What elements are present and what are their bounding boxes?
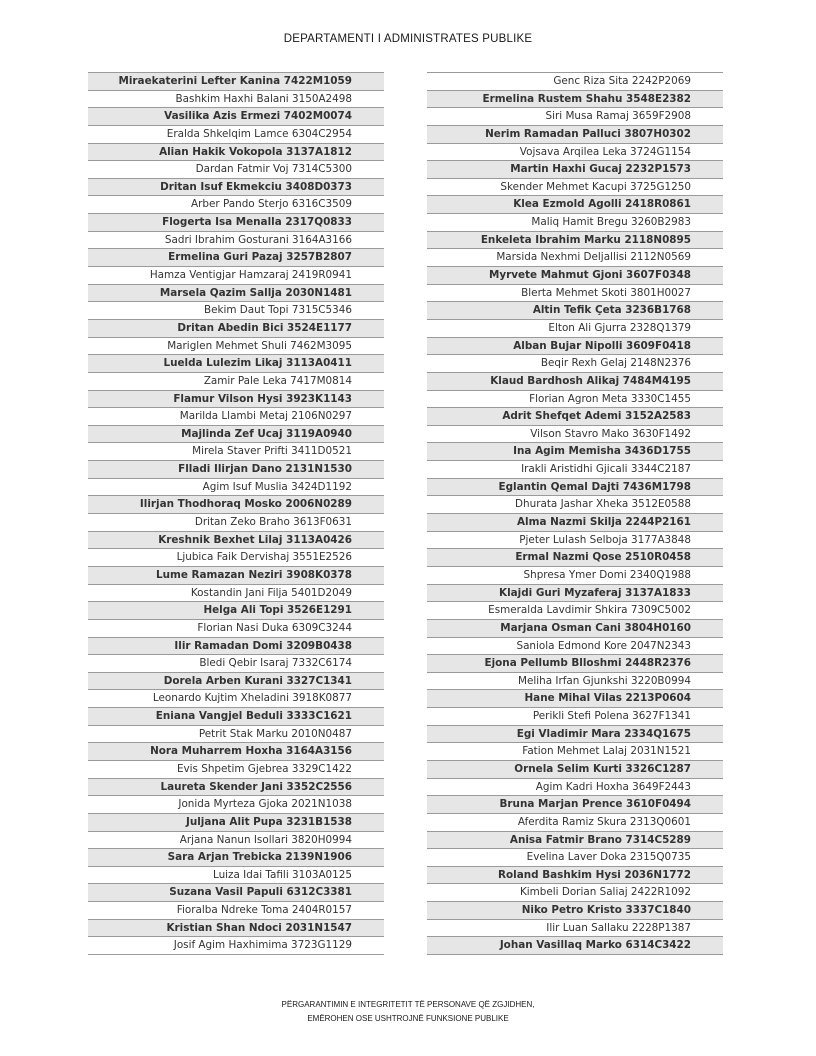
list-item: Roland Bashkim Hysi 2036N1772 bbox=[427, 867, 723, 885]
list-item: Vojsava Arqilea Leka 3724G1154 bbox=[427, 144, 723, 162]
list-item: Egi Vladimir Mara 2334Q1675 bbox=[427, 726, 723, 744]
list-item: Bledi Qebir Isaraj 7332C6174 bbox=[88, 655, 384, 673]
list-item: Anisa Fatmir Brano 7314C5289 bbox=[427, 832, 723, 850]
list-item: Ejona Pellumb Blloshmi 2448R2376 bbox=[427, 655, 723, 673]
list-item: Alma Nazmi Skilja 2244P2161 bbox=[427, 514, 723, 532]
list-item: Alian Hakik Vokopola 3137A1812 bbox=[88, 144, 384, 162]
list-item: Fation Mehmet Lalaj 2031N1521 bbox=[427, 743, 723, 761]
footer-line-1: PËRGARANTIMIN E INTEGRITETIT TË PERSONAVE QË ZGJIDHEN, bbox=[281, 1000, 535, 1009]
list-item: Saniola Edmond Kore 2047N2343 bbox=[427, 638, 723, 656]
list-item: Kostandin Jani Filja 5401D2049 bbox=[88, 585, 384, 603]
list-item: Martin Haxhi Gucaj 2232P1573 bbox=[427, 161, 723, 179]
list-item: Majlinda Zef Ucaj 3119A0940 bbox=[88, 426, 384, 444]
list-item: Klajdi Guri Myzaferaj 3137A1833 bbox=[427, 585, 723, 603]
list-item: Josif Agim Haxhimima 3723G1129 bbox=[88, 937, 384, 955]
list-item: Bruna Marjan Prence 3610F0494 bbox=[427, 796, 723, 814]
list-item: Eglantin Qemal Dajti 7436M1798 bbox=[427, 479, 723, 497]
list-item: Luelda Lulezim Likaj 3113A0411 bbox=[88, 355, 384, 373]
right-name-list bbox=[427, 72, 723, 955]
footer-line-2: EMËROHEN OSE USHTROJNË FUNKSIONE PUBLIKE bbox=[307, 1014, 509, 1023]
list-item: Agim Isuf Muslia 3424D1192 bbox=[88, 479, 384, 497]
list-item: Adrit Shefqet Ademi 3152A2583 bbox=[427, 408, 723, 426]
list-item: Skender Mehmet Kacupi 3725G1250 bbox=[427, 179, 723, 197]
list-item: Florian Agron Meta 3330C1455 bbox=[427, 391, 723, 409]
list-item: Kreshnik Bexhet Lilaj 3113A0426 bbox=[88, 532, 384, 550]
list-item: Dorela Arben Kurani 3327C1341 bbox=[88, 673, 384, 691]
list-item: Mirela Staver Prifti 3411D0521 bbox=[88, 443, 384, 461]
list-item: Perikli Stefi Polena 3627F1341 bbox=[427, 708, 723, 726]
list-item: Klea Ezmold Agolli 2418R0861 bbox=[427, 196, 723, 214]
list-item: Marsela Qazim Sallja 2030N1481 bbox=[88, 285, 384, 303]
list-item: Evelina Laver Doka 2315Q0735 bbox=[427, 849, 723, 867]
list-item: Pjeter Lulash Selboja 3177A3848 bbox=[427, 532, 723, 550]
list-item: Eniana Vangjel Beduli 3333C1621 bbox=[88, 708, 384, 726]
list-item: Ermelina Rustem Shahu 3548E2382 bbox=[427, 91, 723, 109]
list-item: Ilir Ramadan Domi 3209B0438 bbox=[88, 638, 384, 656]
list-item: Kristian Shan Ndoci 2031N1547 bbox=[88, 920, 384, 938]
list-item: Myrvete Mahmut Gjoni 3607F0348 bbox=[427, 267, 723, 285]
list-item: Sadri Ibrahim Gosturani 3164A3166 bbox=[88, 232, 384, 250]
list-item: Irakli Aristidhi Gjicali 3344C2187 bbox=[427, 461, 723, 479]
list-item: Blerta Mehmet Skoti 3801H0027 bbox=[427, 285, 723, 303]
list-item: Suzana Vasil Papuli 6312C3381 bbox=[88, 884, 384, 902]
list-item: Beqir Rexh Gelaj 2148N2376 bbox=[427, 355, 723, 373]
list-item: Florian Nasi Duka 6309C3244 bbox=[88, 620, 384, 638]
list-item: Meliha Irfan Gjunkshi 3220B0994 bbox=[427, 673, 723, 691]
list-item: Vasilika Azis Ermezi 7402M0074 bbox=[88, 108, 384, 126]
list-item: Klaud Bardhosh Alikaj 7484M4195 bbox=[427, 373, 723, 391]
list-item: Zamir Pale Leka 7417M0814 bbox=[88, 373, 384, 391]
list-item: Fioralba Ndreke Toma 2404R0157 bbox=[88, 902, 384, 920]
list-item: Arber Pando Sterjo 6316C3509 bbox=[88, 196, 384, 214]
list-item: Aferdita Ramiz Skura 2313Q0601 bbox=[427, 814, 723, 832]
list-item: Miraekaterini Lefter Kanina 7422M1059 bbox=[88, 73, 384, 91]
list-item: Ljubica Faik Dervishaj 3551E2526 bbox=[88, 549, 384, 567]
list-item: Genc Riza Sita 2242P2069 bbox=[427, 73, 723, 91]
list-item: Flladi Ilirjan Dano 2131N1530 bbox=[88, 461, 384, 479]
footer bbox=[0, 998, 816, 1026]
list-item: Bashkim Haxhi Balani 3150A2498 bbox=[88, 91, 384, 109]
list-item: Laureta Skender Jani 3352C2556 bbox=[88, 779, 384, 797]
list-item: Marilda Llambi Metaj 2106N0297 bbox=[88, 408, 384, 426]
list-item: Dritan Isuf Ekmekciu 3408D0373 bbox=[88, 179, 384, 197]
list-item: Shpresa Ymer Domi 2340Q1988 bbox=[427, 567, 723, 585]
list-item: Enkeleta Ibrahim Marku 2118N0895 bbox=[427, 232, 723, 250]
list-item: Ornela Selim Kurti 3326C1287 bbox=[427, 761, 723, 779]
list-item: Sara Arjan Trebicka 2139N1906 bbox=[88, 849, 384, 867]
list-item: Dritan Zeko Braho 3613F0631 bbox=[88, 514, 384, 532]
list-item: Flamur Vilson Hysi 3923K1143 bbox=[88, 391, 384, 409]
list-item: Niko Petro Kristo 3337C1840 bbox=[427, 902, 723, 920]
list-item: Ilir Luan Sallaku 2228P1387 bbox=[427, 920, 723, 938]
list-item: Dritan Abedin Bici 3524E1177 bbox=[88, 320, 384, 338]
list-item: Altin Tefik Çeta 3236B1768 bbox=[427, 302, 723, 320]
list-item: Bekim Daut Topi 7315C5346 bbox=[88, 302, 384, 320]
list-item: Ilirjan Thodhoraq Mosko 2006N0289 bbox=[88, 496, 384, 514]
list-item: Leonardo Kujtim Xheladini 3918K0877 bbox=[88, 690, 384, 708]
list-item: Ermelina Guri Pazaj 3257B2807 bbox=[88, 249, 384, 267]
list-item: Dardan Fatmir Voj 7314C5300 bbox=[88, 161, 384, 179]
list-item: Juljana Alit Pupa 3231B1538 bbox=[88, 814, 384, 832]
list-item: Ina Agim Memisha 3436D1755 bbox=[427, 443, 723, 461]
list-item: Nora Muharrem Hoxha 3164A3156 bbox=[88, 743, 384, 761]
list-item: Esmeralda Lavdimir Shkira 7309C5002 bbox=[427, 602, 723, 620]
list-item: Eralda Shkelqim Lamce 6304C2954 bbox=[88, 126, 384, 144]
list-item: Arjana Nanun Isollari 3820H0994 bbox=[88, 832, 384, 850]
list-item: Flogerta Isa Menalla 2317Q0833 bbox=[88, 214, 384, 232]
list-item: Dhurata Jashar Xheka 3512E0588 bbox=[427, 496, 723, 514]
list-item: Ermal Nazmi Qose 2510R0458 bbox=[427, 549, 723, 567]
list-item: Siri Musa Ramaj 3659F2908 bbox=[427, 108, 723, 126]
list-item: Mariglen Mehmet Shuli 7462M3095 bbox=[88, 338, 384, 356]
list-item: Luiza Idai Tafili 3103A0125 bbox=[88, 867, 384, 885]
list-item: Petrit Stak Marku 2010N0487 bbox=[88, 726, 384, 744]
list-item: Agim Kadri Hoxha 3649F2443 bbox=[427, 779, 723, 797]
list-item: Evis Shpetim Gjebrea 3329C1422 bbox=[88, 761, 384, 779]
list-item: Helga Ali Topi 3526E1291 bbox=[88, 602, 384, 620]
list-item: Marjana Osman Cani 3804H0160 bbox=[427, 620, 723, 638]
list-item: Maliq Hamit Bregu 3260B2983 bbox=[427, 214, 723, 232]
left-name-list bbox=[88, 72, 384, 955]
list-item: Nerim Ramadan Palluci 3807H0302 bbox=[427, 126, 723, 144]
list-item: Hamza Ventigjar Hamzaraj 2419R0941 bbox=[88, 267, 384, 285]
list-item: Kimbeli Dorian Saliaj 2422R1092 bbox=[427, 884, 723, 902]
list-item: Hane Mihal Vilas 2213P0604 bbox=[427, 690, 723, 708]
list-item: Lume Ramazan Neziri 3908K0378 bbox=[88, 567, 384, 585]
list-item: Jonida Myrteza Gjoka 2021N1038 bbox=[88, 796, 384, 814]
list-item: Johan Vasillaq Marko 6314C3422 bbox=[427, 937, 723, 955]
list-item: Vilson Stavro Mako 3630F1492 bbox=[427, 426, 723, 444]
page-title: DEPARTAMENTI I ADMINISTRATES PUBLIKE bbox=[283, 33, 533, 45]
list-item: Elton Ali Gjurra 2328Q1379 bbox=[427, 320, 723, 338]
list-item: Alban Bujar Nipolli 3609F0418 bbox=[427, 338, 723, 356]
list-item: Marsida Nexhmi Deljallisi 2112N0569 bbox=[427, 249, 723, 267]
